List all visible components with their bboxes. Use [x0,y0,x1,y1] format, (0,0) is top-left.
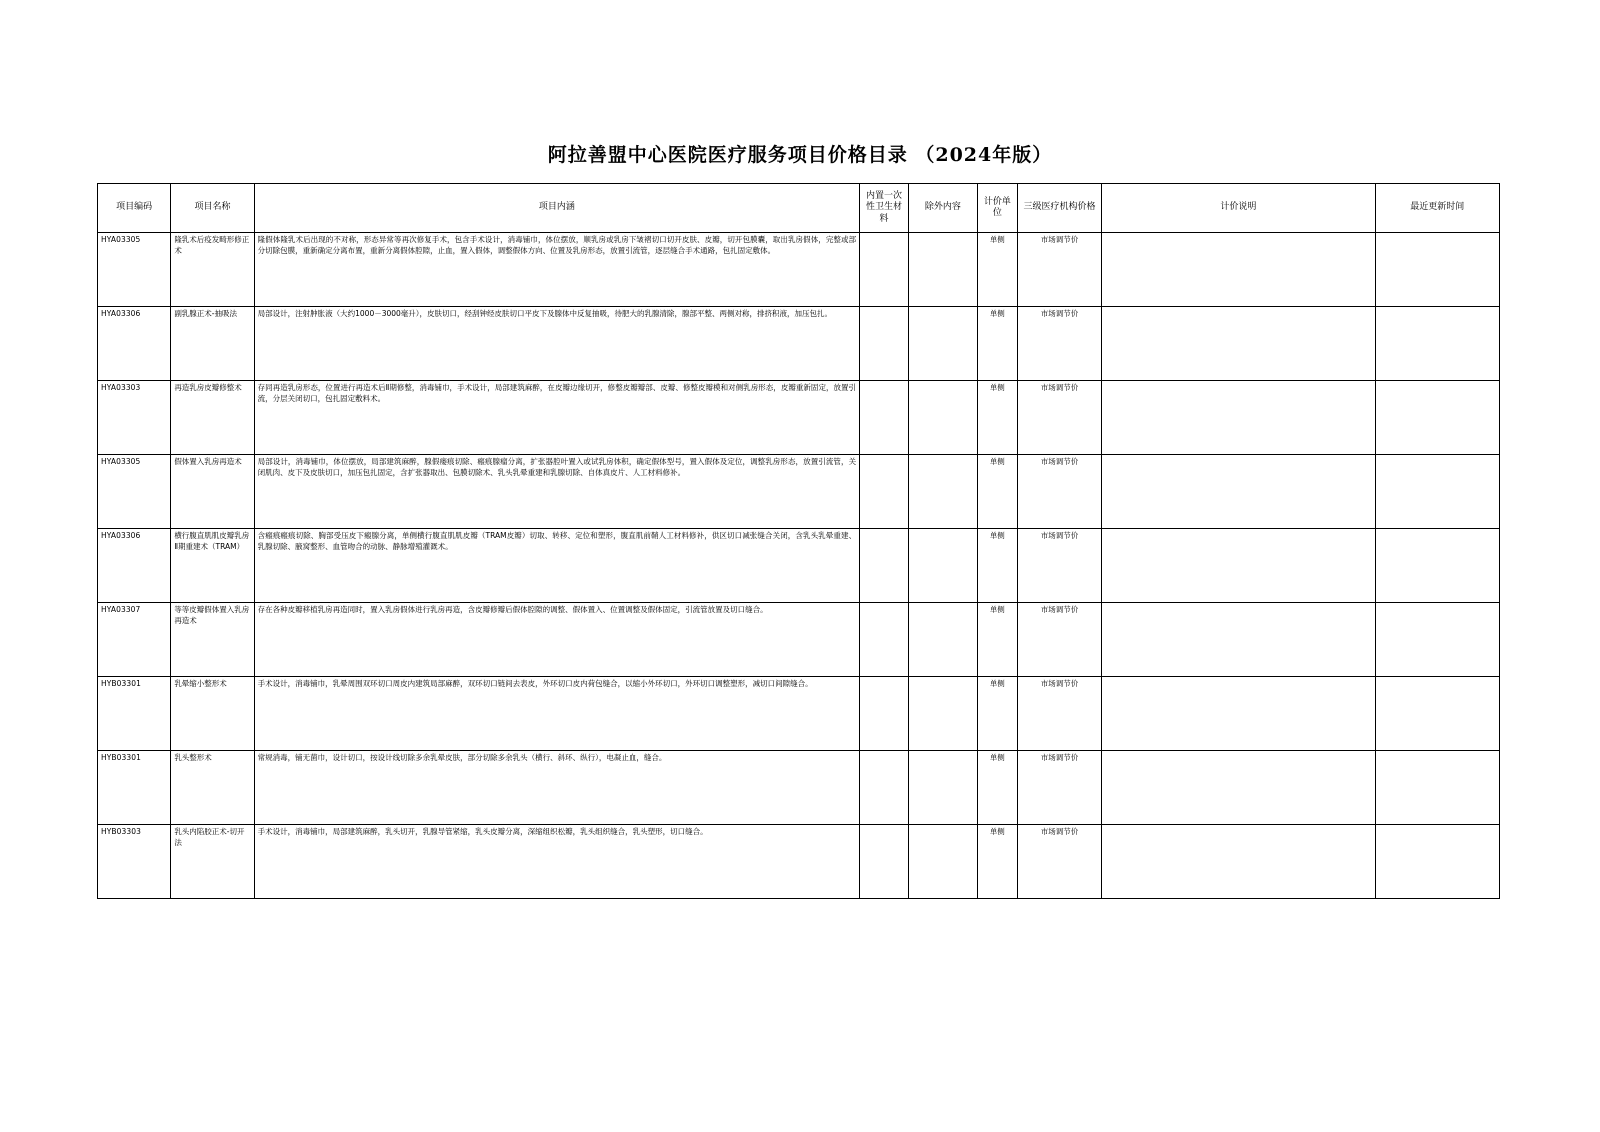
cell-inner-material [860,825,909,899]
cell-unit: 单侧 [977,381,1017,455]
cell-excluded [908,307,977,381]
cell-code: HYA03305 [98,455,171,529]
cell-inner-material [860,677,909,751]
cell-price: 市场调节价 [1017,825,1101,899]
cell-content: 手术设计，消毒铺巾，局部建筑麻醉，乳头切开，乳腺导管紧缩，乳头皮瓣分离，深缩组织松瓣，乳头组织缝合，乳头塑形，切口缝合。 [254,825,859,899]
cell-unit: 单侧 [977,529,1017,603]
cell-name: 等等皮瓣假体置入乳房再造术 [171,603,254,677]
page-title: 阿拉善盟中心医院医疗服务项目价格目录 （2024年版） [547,144,1053,166]
cell-excluded [908,381,977,455]
cell-name: 副乳腺正术-抽吸法 [171,307,254,381]
cell-name: 乳头内陷胶正术-切开法 [171,825,254,899]
cell-inner-material [860,233,909,307]
cell-code: HYB03301 [98,677,171,751]
cell-name: 乳头整形术 [171,751,254,825]
table-row [98,677,1500,751]
cell-inner-material [860,381,909,455]
cell-code: HYA03305 [98,233,171,307]
cell-updated [1375,603,1499,677]
cell-unit: 单侧 [977,233,1017,307]
cell-note [1102,307,1375,381]
cell-note [1102,381,1375,455]
cell-content: 局部设计，消毒铺巾，体位摆放，局部建筑麻醉，腺假瘘痕切除、瘢痕腺瘤分离，扩张器腔叶置入或试乳房体积，确定假体型号，置入假体及定位，调整乳房形态，放置引流管，关闭肌肉、皮下及皮肤切口，加压包扎固定，含扩张器取出、包膜切除术、乳头乳晕重建和乳腺切除、自体真皮片、人工材料修补。 [254,455,859,529]
cell-price: 市场调节价 [1017,677,1101,751]
column-header-updated: 最近更新时间 [1375,184,1499,233]
cell-unit: 单侧 [977,307,1017,381]
cell-code: HYA03303 [98,381,171,455]
table-row [98,751,1500,825]
table-row [98,307,1500,381]
cell-excluded [908,455,977,529]
table-row [98,233,1500,307]
cell-price: 市场调节价 [1017,233,1101,307]
cell-inner-material [860,455,909,529]
cell-updated [1375,307,1499,381]
cell-note [1102,233,1375,307]
column-header-unit: 计价单位 [977,184,1017,233]
cell-code: HYB03301 [98,751,171,825]
cell-unit: 单侧 [977,677,1017,751]
table-header [98,184,1500,233]
cell-name: 假体置入乳房再造术 [171,455,254,529]
cell-code: HYA03307 [98,603,171,677]
cell-price: 市场调节价 [1017,455,1101,529]
cell-note [1102,529,1375,603]
cell-updated [1375,455,1499,529]
column-header-name: 项目名称 [171,184,254,233]
cell-code: HYA03306 [98,529,171,603]
cell-name: 横行腹直肌肌皮瓣乳房Ⅱ期重建术（TRAM） [171,529,254,603]
cell-content: 存同再造乳房形态，位置进行再造术后Ⅱ期修整，消毒铺巾，手术设计，局部建筑麻醉，在皮瓣边缘切开，修整皮瓣瓣部、皮瓣、修整皮瓣模和对侧乳房形态，皮瓣重新固定，放置引流，分层关闭切口，包扎固定敷料术。 [254,381,859,455]
cell-price: 市场调节价 [1017,529,1101,603]
column-header-note: 计价说明 [1102,184,1375,233]
cell-excluded [908,825,977,899]
table-row [98,529,1500,603]
cell-inner-material [860,529,909,603]
cell-excluded [908,677,977,751]
cell-content: 常规消毒，铺无菌巾，设计切口，按设计线切除多余乳晕皮肤，部分切除多余乳头（横行、斜环、纵行），电凝止血，缝合。 [254,751,859,825]
cell-excluded [908,233,977,307]
table-row [98,603,1500,677]
cell-name: 隆乳术后疫发畸形修正术 [171,233,254,307]
cell-unit: 单侧 [977,455,1017,529]
cell-excluded [908,603,977,677]
cell-inner-material [860,307,909,381]
table-row [98,825,1500,899]
cell-updated [1375,381,1499,455]
cell-note [1102,751,1375,825]
cell-excluded [908,529,977,603]
cell-excluded [908,751,977,825]
cell-code: HYA03306 [98,307,171,381]
cell-updated [1375,677,1499,751]
cell-note [1102,825,1375,899]
cell-content: 存在各种皮瓣移植乳房再造同时，置入乳房假体进行乳房再造，含皮瓣修瓣后假体腔隙的调整、假体置入、位置调整及假体固定，引流管放置及切口缝合。 [254,603,859,677]
price-table [97,183,1500,899]
cell-content: 局部设计，注射肿胀液（大约1000－3000毫升），皮肤切口，经刮钟经皮肤切口平皮下及腺体中反复抽吸，待肥大的乳腺清除，腺部平整、两侧对称，排挤积液，加压包扎。 [254,307,859,381]
cell-note [1102,455,1375,529]
cell-name: 再造乳房皮瓣修整术 [171,381,254,455]
table-header-row [98,184,1500,233]
cell-price: 市场调节价 [1017,381,1101,455]
cell-price: 市场调节价 [1017,307,1101,381]
column-header-content: 项目内涵 [254,184,859,233]
cell-note [1102,603,1375,677]
cell-price: 市场调节价 [1017,751,1101,825]
column-header-excluded: 除外内容 [908,184,977,233]
price-table-container [97,183,1500,899]
cell-unit: 单侧 [977,825,1017,899]
cell-price: 市场调节价 [1017,603,1101,677]
table-body [98,233,1500,899]
cell-name: 乳晕缩小整形术 [171,677,254,751]
table-row [98,455,1500,529]
cell-inner-material [860,751,909,825]
cell-updated [1375,751,1499,825]
column-header-price: 三级医疗机构价格 [1017,184,1101,233]
cell-updated [1375,825,1499,899]
cell-content: 隆假体隆乳术后出现的不对称，形态异常等再次修复手术，包含手术设计，消毒铺巾，体位摆放，顺乳房或乳房下皱褶切口切开皮肤、皮瓣，切开包膜囊，取出乳房假体，完整或部分切除包膜，重新确定分离布置，重新分离假体腔隙，止血，置入假体，调整假体方向、位置及乳房形态，放置引流管，逐层缝合手术通路，包扎固定敷体。 [254,233,859,307]
cell-unit: 单侧 [977,751,1017,825]
cell-content: 手术设计，消毒铺巾，乳晕周围双环切口周皮内建筑局部麻醉，双环切口链间去表皮，外环切口皮内荷包缝合，以缩小外环切口，外环切口调整塑形，减切口间隙缝合。 [254,677,859,751]
cell-updated [1375,529,1499,603]
cell-note [1102,677,1375,751]
cell-updated [1375,233,1499,307]
cell-unit: 单侧 [977,603,1017,677]
cell-content: 含瘢痕瘢痕切除、胸部受压皮下瘢腺分离，单侧横行腹直肌肌皮瓣（TRAM皮瓣）切取、转移、定位和塑形，腹直肌前鞘人工材料修补，供区切口减张缝合关闭，含乳头乳晕重建、乳腺切除、腋窝整形、血管吻合的动脉、静脉增殖灌溉术。 [254,529,859,603]
cell-code: HYB03303 [98,825,171,899]
cell-inner-material [860,603,909,677]
table-row [98,381,1500,455]
column-header-inner-material: 内置一次性卫生材料 [860,184,909,233]
column-header-code: 项目编码 [98,184,171,233]
